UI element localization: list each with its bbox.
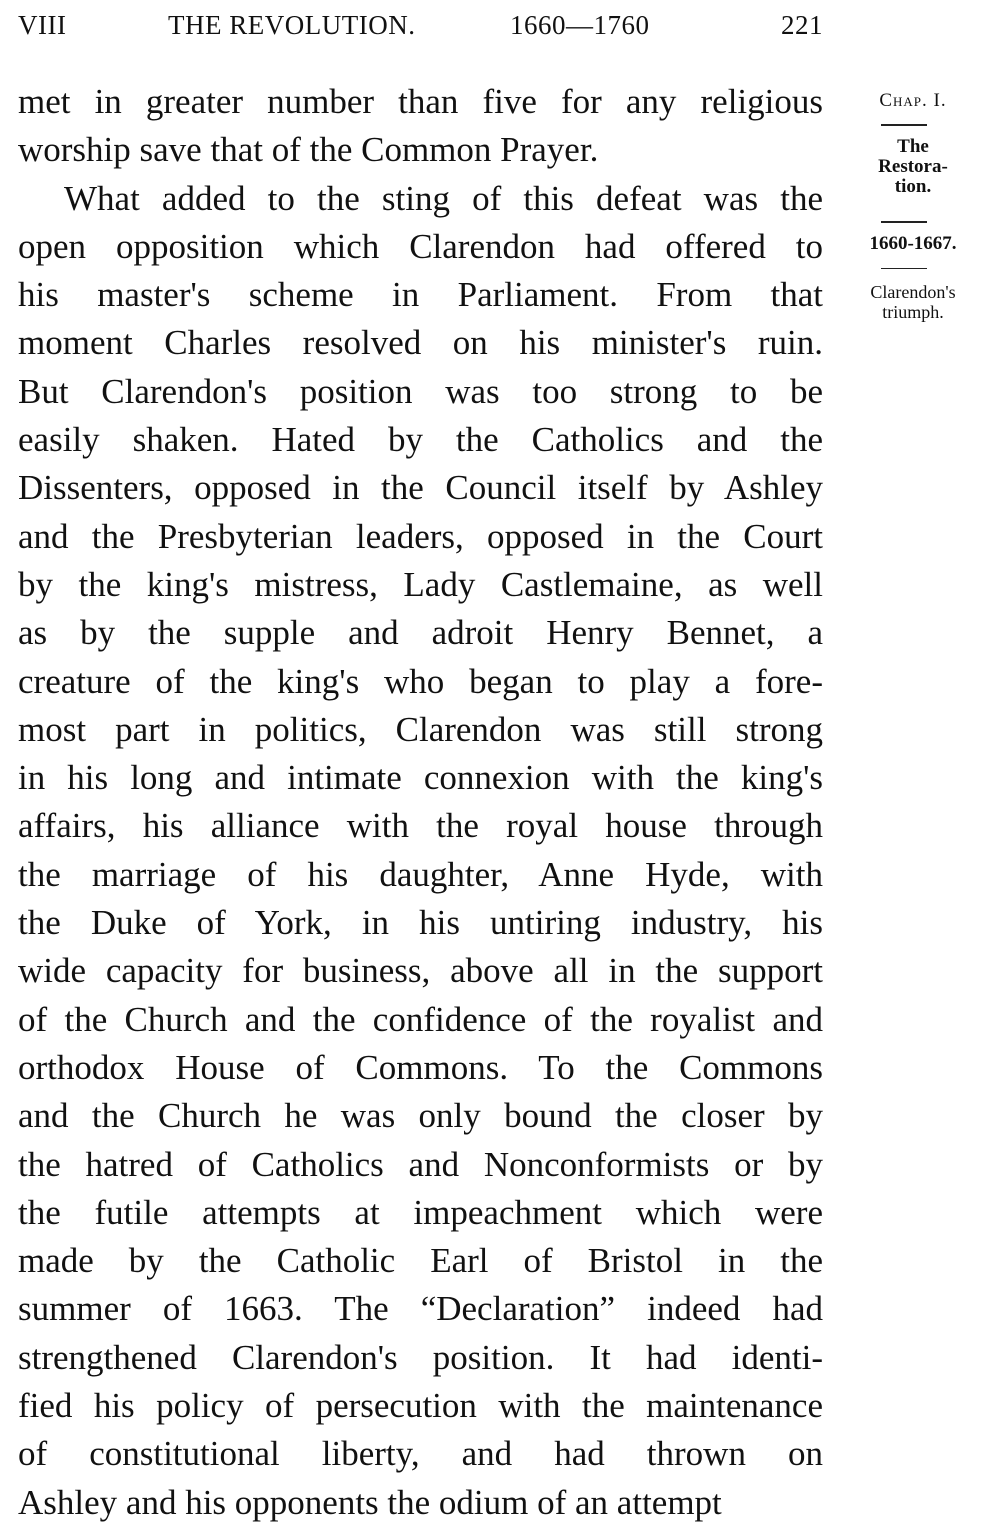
body-text [18,78,823,1527]
margin-section-line: Restora- [878,156,948,177]
text-line: open opposition which Clarendon had offered to [18,226,823,266]
margin-topic-note [838,282,988,322]
text-line: met in greater number than five for any religious [18,82,823,121]
text-line: creature of the king's who began to play a fore- [18,661,823,701]
margin-section-title [838,137,988,197]
margin-divider [881,268,927,269]
text-line: of the Church and the confidence of the royalist and [18,999,823,1039]
text-line: strengthened Clarendon's position. It had identi- [18,1337,823,1377]
text-line: and the Church he was only bound the closer by [18,1096,823,1136]
text-line: the hatred of Catholics and Nonconformists or by [18,1144,823,1184]
text-line: What added to the sting of this defeat was the [64,178,823,218]
margin-section-line: The [897,136,929,157]
page-number: 221 [781,10,823,40]
text-line: wide capacity for business, above all in the support [18,951,823,991]
margin-section-line: tion. [894,176,932,197]
running-header [18,4,823,48]
margin-chapter: Chap. I. [879,90,947,111]
text-line: in his long and intimate connexion with the king's [18,758,823,798]
margin-topic-line: triumph. [882,302,944,322]
text-line: by the king's mistress, Lady Castlemaine, as well [18,564,823,604]
text-line: made by the Catholic Earl of Bristol in the [18,1241,823,1281]
text-line: easily shaken. Hated by the Catholics and the [18,420,823,460]
margin-dates: 1660-1667. [869,233,957,254]
text-line: orthodox House of Commons. To the Commons [18,1047,823,1087]
text-line: the Duke of York, in his untiring industry, his [18,903,823,943]
header-years: 1660—1760 [510,10,650,40]
text-line: his master's scheme in Parliament. From that [18,275,823,315]
text-line: Ashley and his opponents the odium of an attempt [18,1482,722,1522]
text-line: and the Presbyterian leaders, opposed in the Court [18,516,823,556]
text-line: moment Charles resolved on his minister's ruin. [18,323,823,363]
text-line: as by the supple and adroit Henry Bennet, a [18,613,823,653]
text-line: But Clarendon's position was too strong to be [18,371,823,411]
text-line: affairs, his alliance with the royal house through [18,806,823,846]
text-line: the futile attempts at impeachment which were [18,1192,823,1232]
header-chapter-number: VIII [18,10,67,40]
margin-topic-line: Clarendon's [870,282,956,302]
text-line: Dissenters, opposed in the Council itself by Ashley [18,468,823,508]
header-title: THE REVOLUTION. [168,10,416,40]
text-line: of constitutional liberty, and had thrown on [18,1434,823,1474]
text-line: worship save that of the Common Prayer. [18,130,599,170]
margin-divider [881,124,927,126]
text-line: fied his policy of persecution with the maintenance [18,1386,823,1426]
text-line: most part in politics, Clarendon was still strong [18,709,823,749]
text-line: summer of 1663. The “Declaration” indeed had [18,1289,823,1329]
text-line: the marriage of his daughter, Anne Hyde, with [18,854,823,894]
margin-divider [881,221,927,223]
